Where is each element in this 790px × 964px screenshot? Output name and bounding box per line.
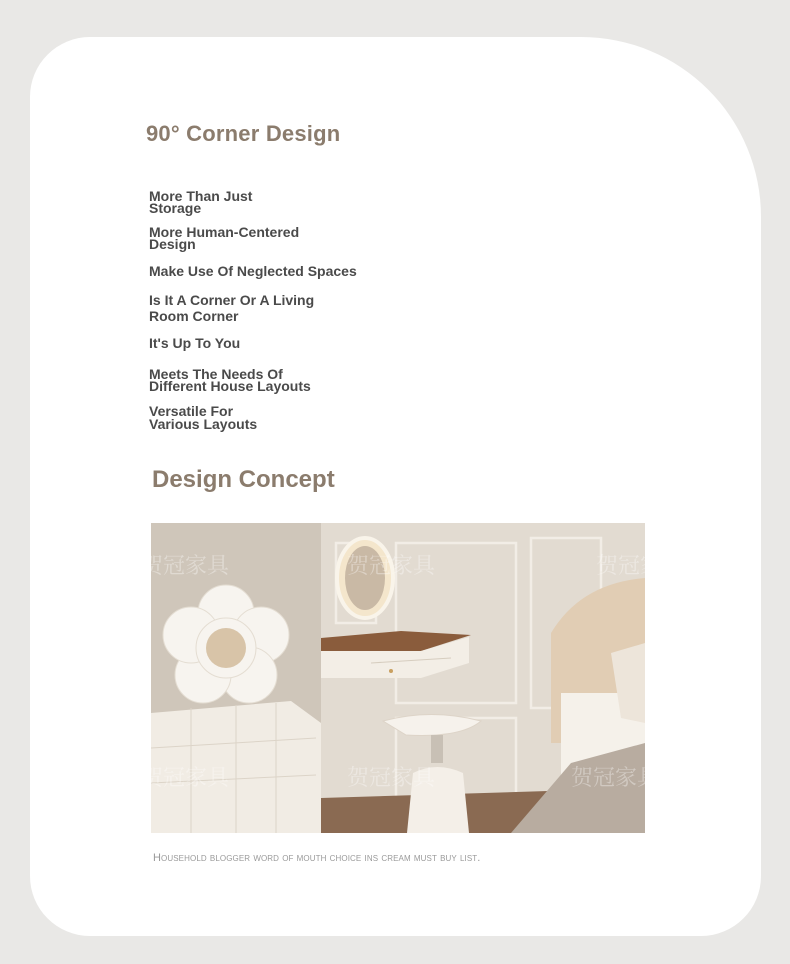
product-photo <box>141 523 685 833</box>
content-card <box>30 37 761 936</box>
watermark: 贺冠家具 <box>141 766 230 791</box>
feature-item: Meets The Needs Of Different House Layouts <box>149 366 311 394</box>
section-title: Design Concept <box>152 466 335 493</box>
watermark: 贺冠家具 <box>596 554 685 579</box>
feature-item: It's Up To You <box>149 335 241 351</box>
feature-item: More Human-Centered Design <box>149 224 300 252</box>
feature-item: More Than Just Storage <box>149 188 253 216</box>
watermark: 贺冠家具 <box>347 766 436 791</box>
feature-item: Make Use Of Neglected Spaces <box>149 263 357 279</box>
watermark: 贺冠家具 <box>571 766 660 791</box>
photo-caption: Household blogger word of mouth choice ins cream must buy list. <box>153 852 481 864</box>
feature-item: Is It A Corner Or A Living Room Corner <box>149 292 315 324</box>
watermark: 贺冠家具 <box>347 554 436 579</box>
feature-item: Versatile For Various Layouts <box>149 403 258 432</box>
page-title: 90° Corner Design <box>146 121 341 146</box>
watermark: 贺冠家具 <box>141 554 230 579</box>
